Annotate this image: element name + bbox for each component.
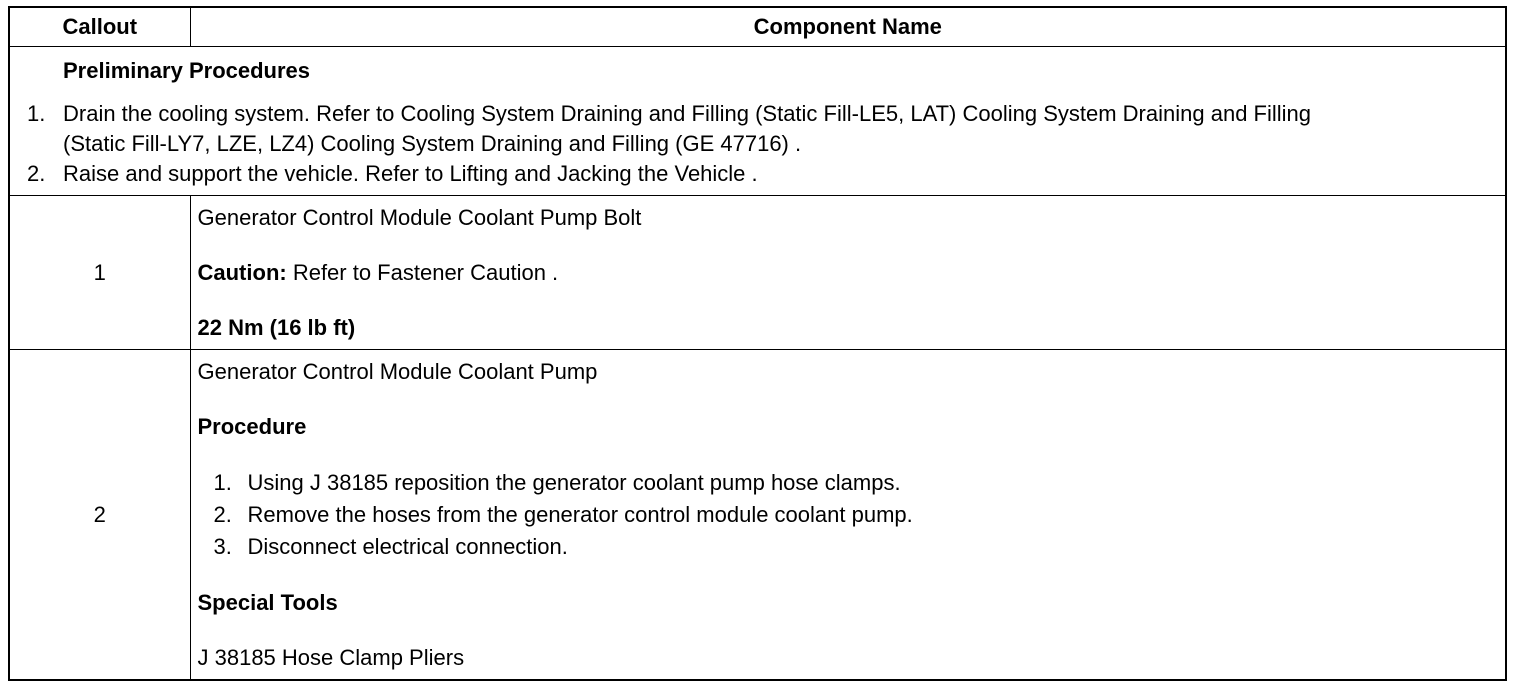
step-number: 2. bbox=[27, 161, 46, 186]
component-name-header: Component Name bbox=[190, 7, 1506, 47]
header-row bbox=[9, 7, 1506, 47]
step-number: 2. bbox=[213, 502, 232, 527]
callout-number: 2 bbox=[9, 350, 190, 681]
table-row bbox=[9, 196, 1506, 350]
caution-note bbox=[198, 258, 1498, 288]
procedure-step bbox=[198, 531, 1498, 563]
step-number: 1. bbox=[213, 470, 232, 495]
step-text: Using J 38185 reposition the generator coolant pump hose clamps. bbox=[247, 470, 901, 495]
caution-label: Caution: bbox=[197, 260, 287, 285]
table-row bbox=[9, 350, 1506, 681]
step-text-line2: (Static Fill-LY7, LZE, LZ4) Cooling System Draining and Filling (GE 47716) . bbox=[63, 131, 802, 156]
step-text-line1: Drain the cooling system. Refer to Cooling System Draining and Filling (Static Fill-LE5, LAT) Cooling System Draining and Filling bbox=[63, 101, 1311, 126]
preliminary-cell bbox=[9, 47, 1506, 196]
callout-number: 1 bbox=[9, 196, 190, 350]
step-number: 1. bbox=[27, 101, 46, 126]
procedure-table bbox=[8, 6, 1507, 681]
step-number: 3. bbox=[213, 534, 232, 559]
preliminary-step bbox=[10, 99, 1505, 159]
procedure-steps bbox=[198, 467, 1498, 563]
component-cell bbox=[190, 350, 1506, 681]
component-name: Generator Control Module Coolant Pump bbox=[197, 359, 598, 384]
preliminary-title: Preliminary Procedures bbox=[63, 58, 311, 83]
preliminary-steps bbox=[10, 99, 1505, 189]
component-cell bbox=[190, 196, 1506, 350]
procedure-step bbox=[198, 467, 1498, 499]
component-name: Generator Control Module Coolant Pump Bolt bbox=[197, 205, 642, 230]
torque-spec: 22 Nm (16 lb ft) bbox=[197, 315, 356, 340]
special-tools-item: J 38185 Hose Clamp Pliers bbox=[197, 645, 465, 670]
preliminary-step bbox=[10, 159, 1505, 189]
step-text: Raise and support the vehicle. Refer to Lifting and Jacking the Vehicle . bbox=[63, 161, 758, 186]
step-text: Remove the hoses from the generator control module coolant pump. bbox=[247, 502, 913, 527]
procedure-title: Procedure bbox=[197, 414, 307, 439]
procedure-step bbox=[198, 499, 1498, 531]
callout-header: Callout bbox=[9, 7, 190, 47]
special-tools-title: Special Tools bbox=[197, 590, 338, 615]
caution-text: Refer to Fastener Caution . bbox=[286, 260, 559, 285]
step-text: Disconnect electrical connection. bbox=[247, 534, 568, 559]
preliminary-row bbox=[9, 47, 1506, 196]
